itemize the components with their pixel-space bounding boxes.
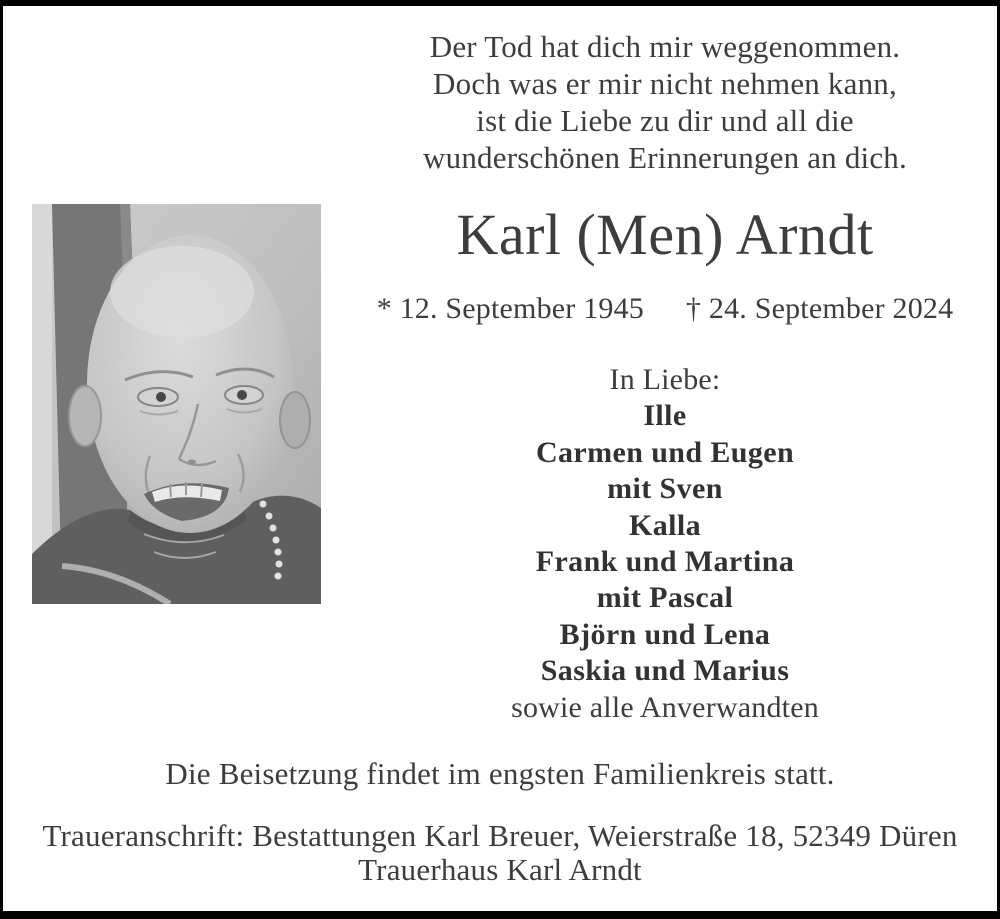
- life-dates: [330, 291, 1000, 327]
- mourners-block: [330, 362, 1000, 726]
- closing-salutation: In Liebe:: [609, 363, 721, 396]
- mourners-suffix: sowie alle Anverwandten: [511, 690, 819, 724]
- memorial-poem: [330, 28, 1000, 176]
- mourner-line: Kalla: [628, 508, 701, 542]
- mourner-line: Carmen und Eugen: [535, 435, 795, 469]
- condolence-address: [0, 819, 1000, 887]
- frame-edge-top: [0, 0, 1000, 6]
- poem-line: ist die Liebe zu dir und all die: [476, 103, 854, 138]
- mourner-line: Björn und Lena: [559, 617, 771, 651]
- poem-line: wunderschönen Erinnerungen an dich.: [423, 140, 907, 175]
- mourner-line: Saskia und Marius: [540, 654, 790, 688]
- portrait-photo-graphic: [32, 204, 321, 604]
- address-line-1: Traueranschrift: Bestattungen Karl Breuer, Weierstraße 18, 52349 Düren: [42, 818, 958, 853]
- death-date: † 24. September 2024: [686, 292, 954, 325]
- mourner-line: Frank und Martina: [535, 545, 795, 579]
- mourner-line: Ille: [643, 399, 687, 433]
- mourner-line: mit Sven: [607, 472, 723, 506]
- poem-line: Doch was er mir nicht nehmen kann,: [433, 66, 897, 101]
- address-line-2: Trauerhaus Karl Arndt: [358, 852, 642, 887]
- mourner-line: mit Pascal: [596, 581, 734, 615]
- poem-line: Der Tod hat dich mir weggenommen.: [429, 29, 901, 64]
- portrait-photo: [32, 204, 321, 604]
- funeral-info: Die Beisetzung findet im engsten Familienkreis statt.: [165, 756, 835, 791]
- deceased-name: Karl (Men) Arndt: [456, 202, 874, 267]
- birth-date: * 12. September 1945: [376, 292, 644, 325]
- frame-edge-bottom: [0, 911, 1000, 919]
